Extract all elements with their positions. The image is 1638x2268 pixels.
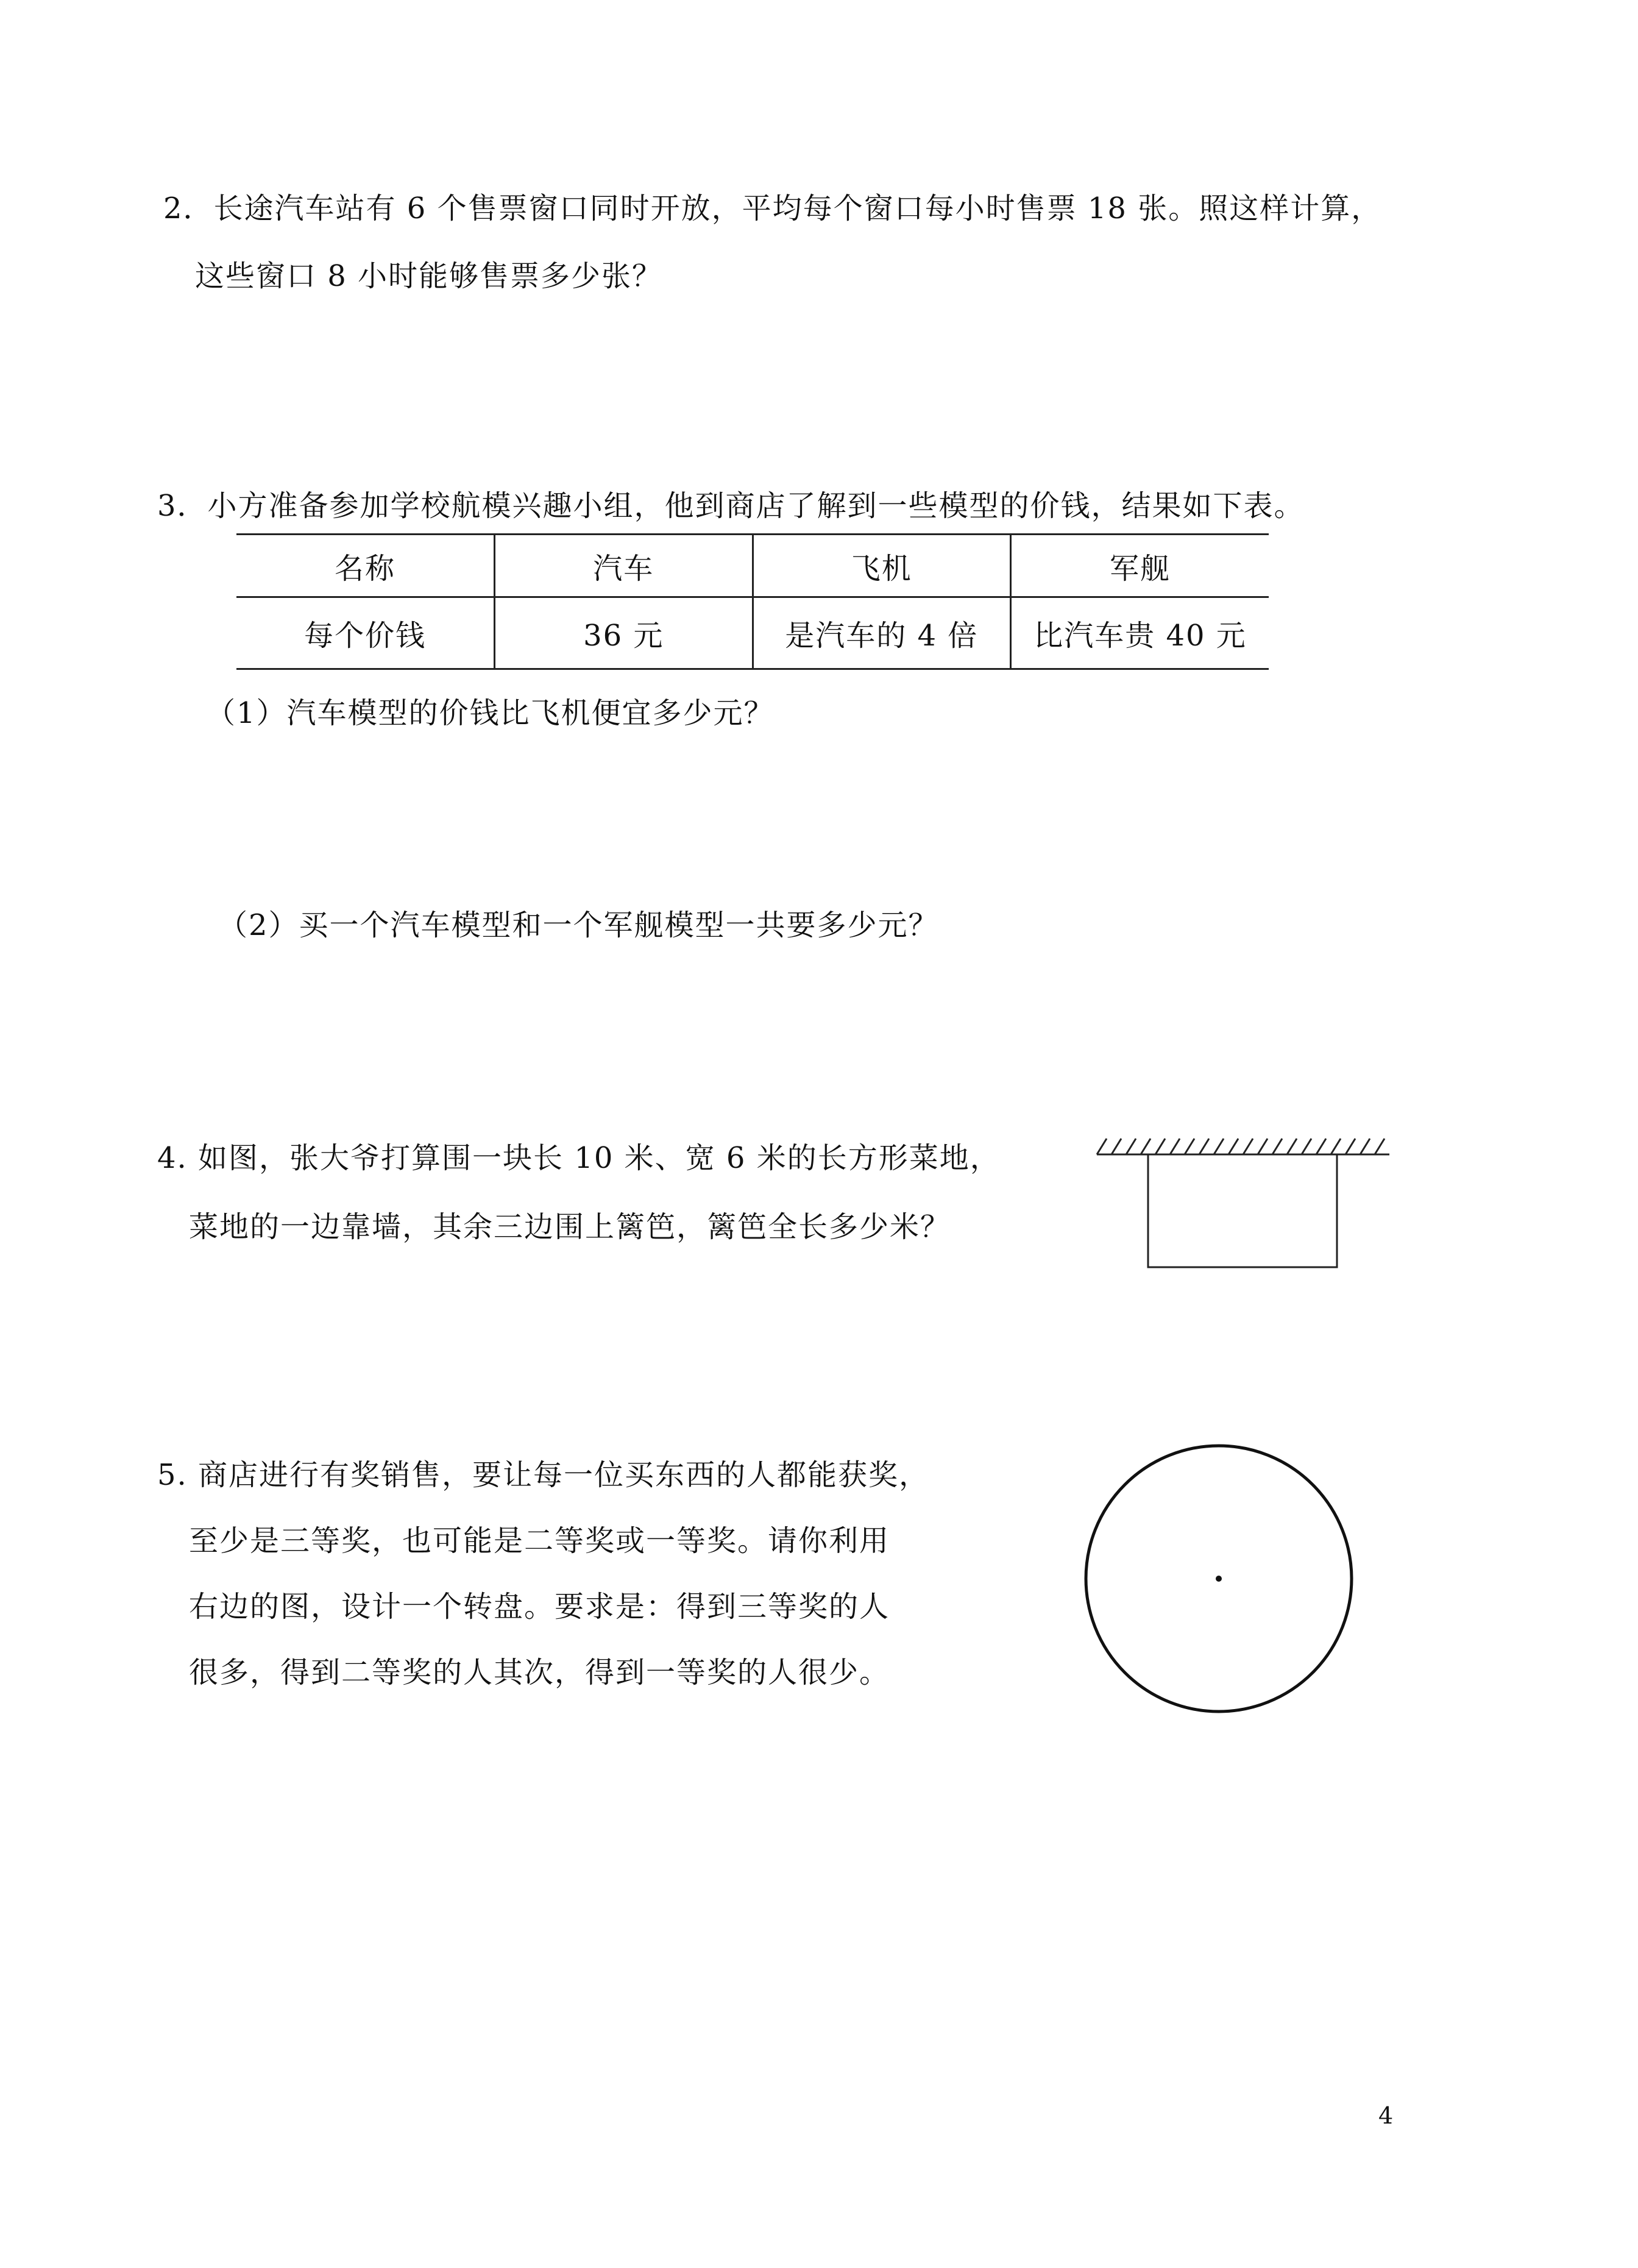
table-row [236, 597, 1269, 669]
table-header-cell: 军舰 [1011, 535, 1269, 597]
vegetable-garden-rect [1148, 1154, 1337, 1267]
problem-3-intro: 3．小方准备参加学校航模兴趣小组，他到商店了解到一些模型的价钱，结果如下表。 [157, 489, 1305, 523]
problem-3-question-2: （2）买一个汽车模型和一个军舰模型一共要多少元？ [218, 908, 939, 942]
table-header-cell: 名称 [236, 535, 495, 597]
table-header-cell: 飞机 [753, 535, 1011, 597]
problem-4-line-2: 菜地的一边靠墙，其余三边围上篱笆，篱笆全长多少米？ [189, 1210, 951, 1244]
problem-3-question-1: （1）汽车模型的价钱比飞机便宜多少元？ [206, 696, 775, 730]
price-table [236, 533, 1269, 670]
table-header-row [236, 535, 1269, 597]
garden-wall-figure [1085, 1122, 1402, 1274]
problem-5-line-4: 很多，得到二等奖的人其次，得到一等奖的人很少。 [189, 1655, 890, 1690]
problem-5-line-1: 5. 商店进行有奖销售，要让每一位买东西的人都能获奖， [157, 1458, 930, 1492]
spinner-circle-figure [1079, 1438, 1359, 1719]
problem-2-line-1: 2．长途汽车站有 6 个售票窗口同时开放，平均每个窗口每小时售票 18 张。照这样计算， [163, 191, 1382, 226]
problem-2-line-2: 这些窗口 8 小时能够售票多少张？ [195, 259, 663, 293]
table-cell: 每个价钱 [236, 597, 495, 669]
problem-5-line-2: 至少是三等奖，也可能是二等奖或一等奖。请你利用 [189, 1524, 890, 1558]
page-number: 4 [1378, 2102, 1394, 2129]
table-cell: 比汽车贵 40 元 [1011, 597, 1269, 669]
table-cell: 是汽车的 4 倍 [753, 597, 1011, 669]
table-cell: 36 元 [495, 597, 753, 669]
wall-hatching [1097, 1139, 1389, 1154]
problem-5-line-3: 右边的图，设计一个转盘。要求是：得到三等奖的人 [189, 1590, 890, 1624]
table-header-cell: 汽车 [495, 535, 753, 597]
problem-4-line-1: 4. 如图，张大爷打算围一块长 10 米、宽 6 米的长方形菜地， [157, 1141, 1001, 1175]
spinner-center-dot [1216, 1576, 1222, 1582]
